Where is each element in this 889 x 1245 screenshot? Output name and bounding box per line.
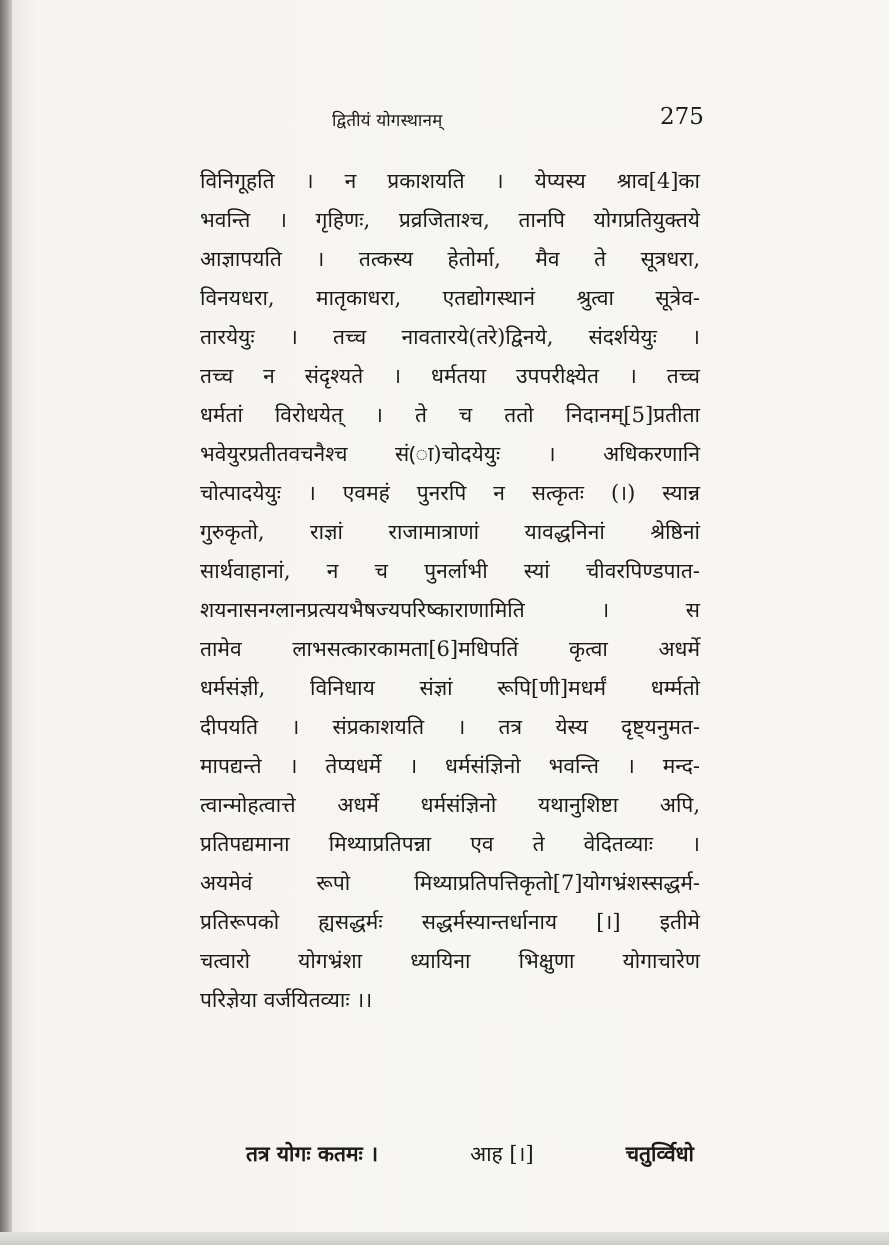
- section-answer-start: चतुर्व्विधो: [625, 1141, 694, 1166]
- text-line: धर्मसंज्ञी, विनिधाय संज्ञां रूपि[णी]मधर्मं धर्म्मतो: [200, 676, 700, 700]
- text-line-last: परिज्ञेया वर्जयितव्याः ।।: [200, 988, 373, 1012]
- text-line: तारयेयुः । तच्च नावतारये(तरे)द्विनये, संदर्शयेयुः ।: [200, 325, 700, 349]
- section-heading-line: [246, 1140, 694, 1168]
- text-line: तच्च न संदृश्यते । धर्मतया उपपरीक्ष्येत । तच्च: [200, 364, 700, 388]
- text-line: प्रतिपद्यमाना मिथ्याप्रतिपन्ना एव ते वेदितव्याः ।: [200, 832, 700, 856]
- text-line: विनयधरा, मातृकाधरा, एतद्योगस्थानं श्रुत्वा सूत्रेव-: [200, 286, 700, 310]
- book-binding-shadow: [0, 0, 12, 1245]
- text-line: गुरुकृतो, राज्ञां राजामात्राणां यावद्धनिनां श्रेष्ठिनां: [200, 520, 700, 544]
- text-line: भवन्ति । गृहिणः, प्रव्रजिताश्च, तानपि योगप्रतियुक्तये: [200, 208, 700, 232]
- text-line: भवेयुरप्रतीतवचनैश्च सं(ा)चोदयेयुः । अधिकरणानि: [200, 442, 700, 466]
- page-bottom-edge: [0, 1232, 889, 1245]
- text-line: दीपयति । संप्रकाशयति । तत्र येस्य दृष्ट्यनुमत-: [200, 715, 700, 739]
- text-line: सार्थवाहानां, न च पुनर्लाभी स्यां चीवरपिण्डपात-: [200, 559, 700, 583]
- text-line: आज्ञापयति । तत्कस्य हेतोर्मा, मैव ते सूत्रधरा,: [200, 247, 700, 271]
- section-reply: आह [।]: [470, 1142, 534, 1166]
- text-line: तामेव लाभसत्कारकामता[6]मधिपतिं कृत्वा अधर्मे: [200, 637, 700, 661]
- text-line: प्रतिरूपको ह्यसद्धर्मः सद्धर्मस्यान्तर्धानाय [।] इतीमे: [200, 910, 700, 934]
- text-line: धर्मतां विरोधयेत् । ते च ततो निदानम्[5]प्रतीता: [200, 403, 700, 427]
- running-head: द्वितीयं योगस्थानम्: [332, 111, 443, 131]
- text-line: अयमेवं रूपो मिथ्याप्रतिपत्तिकृतो[7]योगभ्रंशस्सद्धर्म-: [200, 871, 700, 895]
- text-line: मापद्यन्ते । तेप्यधर्मे । धर्मसंज्ञिनो भवन्ति । मन्द-: [200, 754, 700, 778]
- text-line: चोत्पादयेयुः । एवमहं पुनरपि न सत्कृतः (।) स्यान्न: [200, 481, 700, 505]
- text-line: विनिगूहति । न प्रकाशयति । येप्यस्य श्राव[4]का: [200, 169, 700, 193]
- text-line: शयनासनग्लानप्रत्ययभैषज्यपरिष्काराणामिति । स: [200, 598, 700, 622]
- body-text: [200, 162, 700, 1020]
- text-line: त्वान्मोहत्वात्ते अधर्मे धर्मसंज्ञिनो यथानुशिष्टा अपि,: [200, 793, 700, 817]
- text-line: चत्वारो योगभ्रंशा ध्यायिना भिक्षुणा योगाचारेण: [200, 949, 700, 973]
- page-number: 275: [660, 104, 704, 130]
- section-question: तत्र योगः कतमः ।: [246, 1141, 379, 1166]
